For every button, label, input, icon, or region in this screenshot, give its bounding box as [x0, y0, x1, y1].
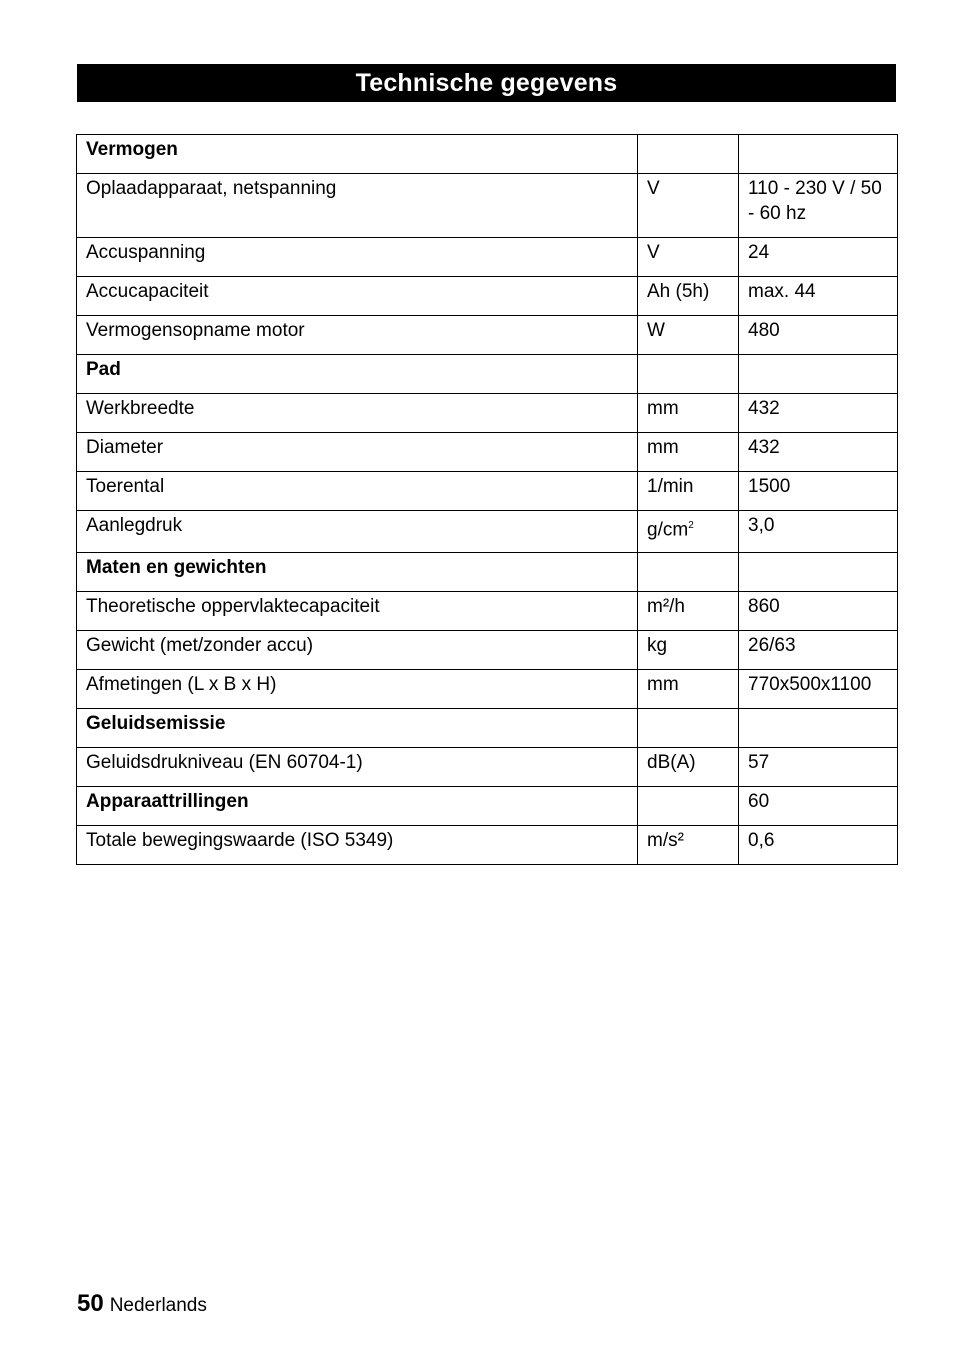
row-value: 770x500x1100: [739, 670, 898, 709]
row-label: Apparaattrillingen: [77, 787, 638, 826]
row-label: Accucapaciteit: [77, 277, 638, 316]
row-unit: [638, 135, 739, 174]
row-label: Pad: [77, 355, 638, 394]
table-row: [77, 316, 898, 355]
row-value: 24: [739, 238, 898, 277]
row-label: Totale bewegingswaarde (ISO 5349): [77, 826, 638, 865]
row-unit: kg: [638, 631, 739, 670]
row-value: 110 - 230 V / 50 - 60 hz: [739, 174, 898, 238]
row-label: Vermogen: [77, 135, 638, 174]
table-row: [77, 511, 898, 553]
section-header-row: [77, 553, 898, 592]
section-header-row: [77, 709, 898, 748]
row-unit: W: [638, 316, 739, 355]
row-value: max. 44: [739, 277, 898, 316]
title-bar: [77, 64, 896, 102]
page-title: Technische gegevens: [355, 68, 618, 97]
row-unit: 1/min: [638, 472, 739, 511]
row-label: Accuspanning: [77, 238, 638, 277]
row-label: Afmetingen (L x B x H): [77, 670, 638, 709]
row-value: 26/63: [739, 631, 898, 670]
row-unit: dB(A): [638, 748, 739, 787]
table-row: [77, 631, 898, 670]
row-unit: mm: [638, 433, 739, 472]
row-unit: m²/h: [638, 592, 739, 631]
page-number: 50: [77, 1290, 104, 1317]
row-unit: [638, 355, 739, 394]
row-unit: $g/cm^2$: [638, 511, 739, 553]
specifications-table-body: [77, 135, 898, 865]
table-row: [77, 670, 898, 709]
row-value: 860: [739, 592, 898, 631]
row-unit: [638, 709, 739, 748]
row-unit: [638, 787, 739, 826]
row-value: 480: [739, 316, 898, 355]
section-header-row: [77, 787, 898, 826]
table-row: [77, 238, 898, 277]
table-row: [77, 277, 898, 316]
page-footer: [77, 1290, 207, 1318]
row-unit: m/s²: [638, 826, 739, 865]
row-label: Vermogensopname motor: [77, 316, 638, 355]
table-row: [77, 433, 898, 472]
row-unit: V: [638, 174, 739, 238]
table-row: [77, 472, 898, 511]
row-value: [739, 355, 898, 394]
table-row: [77, 748, 898, 787]
specifications-table: [76, 134, 898, 865]
row-value: [739, 135, 898, 174]
row-label: Werkbreedte: [77, 394, 638, 433]
row-unit: Ah (5h): [638, 277, 739, 316]
row-value: 0,6: [739, 826, 898, 865]
row-label: Oplaadapparaat, netspanning: [77, 174, 638, 238]
row-label: Maten en gewichten: [77, 553, 638, 592]
superscript: 2: [688, 520, 694, 531]
row-label: Gewicht (met/zonder accu): [77, 631, 638, 670]
footer-language: Nederlands: [109, 1295, 207, 1316]
row-value: [739, 709, 898, 748]
row-value: 432: [739, 433, 898, 472]
row-value: 1500: [739, 472, 898, 511]
row-label: Geluidsdrukniveau (EN 60704-1): [77, 748, 638, 787]
table-row: [77, 826, 898, 865]
row-label: Aanlegdruk: [77, 511, 638, 553]
row-value: 432: [739, 394, 898, 433]
section-header-row: [77, 355, 898, 394]
section-header-row: [77, 135, 898, 174]
row-unit: mm: [638, 670, 739, 709]
table-row: [77, 394, 898, 433]
row-value: [739, 553, 898, 592]
table-row: [77, 174, 898, 238]
table-row: [77, 592, 898, 631]
row-label: Theoretische oppervlaktecapaciteit: [77, 592, 638, 631]
row-value: 3,0: [739, 511, 898, 553]
row-label: Toerental: [77, 472, 638, 511]
row-label: Geluidsemissie: [77, 709, 638, 748]
row-value: 57: [739, 748, 898, 787]
row-unit: mm: [638, 394, 739, 433]
row-unit: [638, 553, 739, 592]
row-label: Diameter: [77, 433, 638, 472]
row-value: 60: [739, 787, 898, 826]
row-unit: V: [638, 238, 739, 277]
